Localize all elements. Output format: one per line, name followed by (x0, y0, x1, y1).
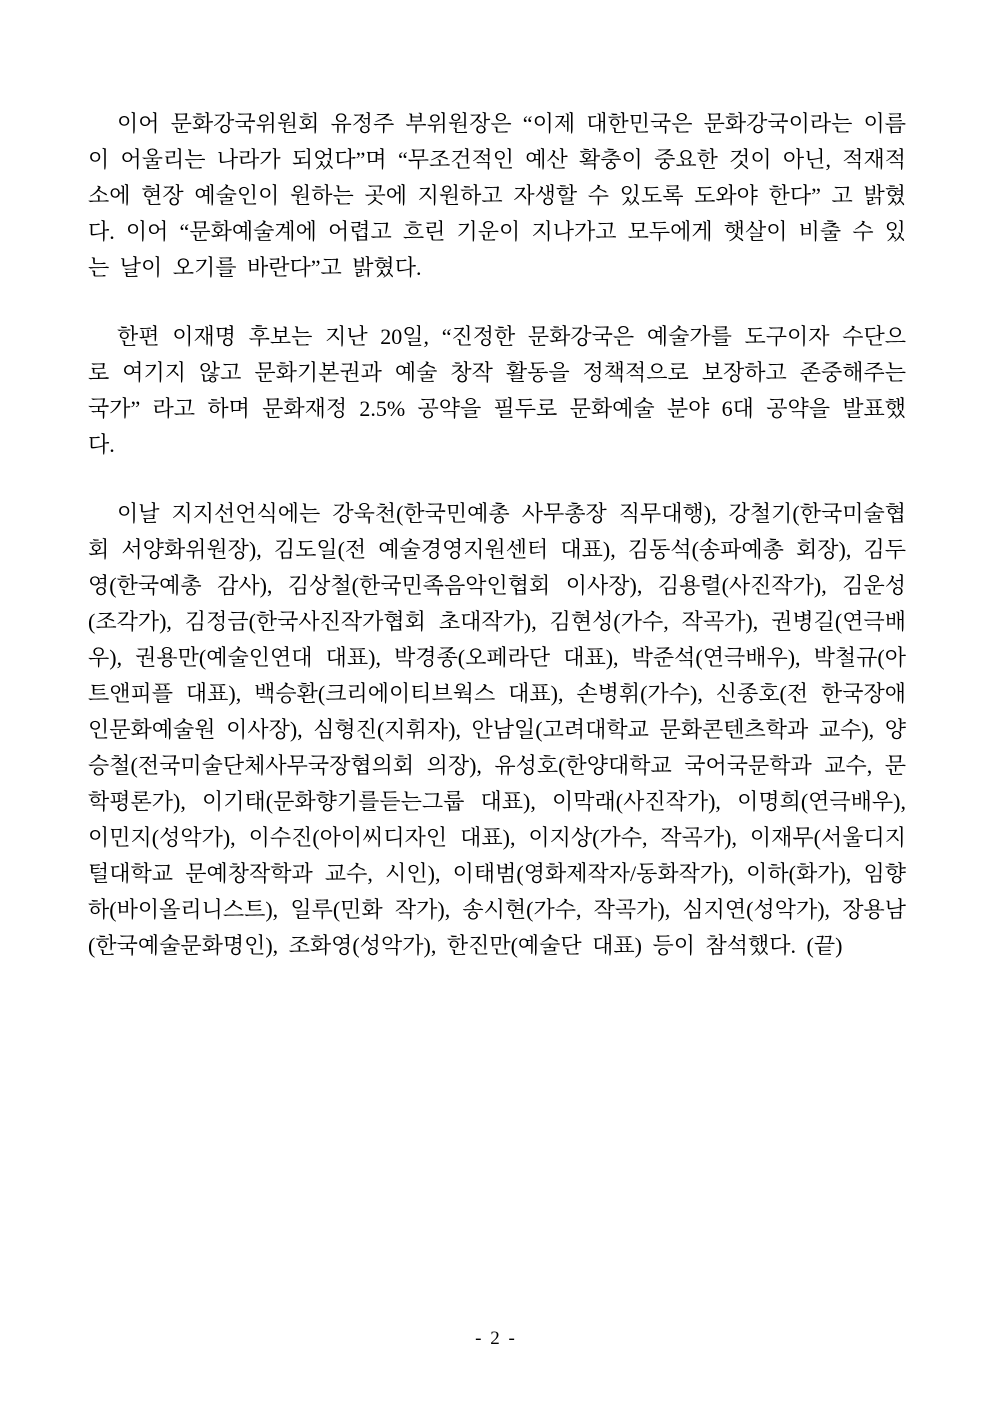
paragraph-attendee-list: 이날 지지선언식에는 강욱천(한국민예총 사무총장 직무대행), 강철기(한국미술협회 서양화위원장), 김도일(전 예술경영지원센터 대표), 김동석(송파예총 회장), 김두영(한국예총 감사), 김상철(한국민족음악인협회 이사장), 김용렬(사진작가), 김운성(조각가), 김정금(한국사진작가협회 초대작가), 김현성(가수, 작곡가), 권병길(연극배우), 권용만(예술인연대 대표), 박경종(오페라단 대표), 박준석(연극배우), 박철규(아트앤피플 대표), 백승환(크리에이티브웍스 대표), 손병휘(가수), 신종호(전 한국장애인문화예술원 이사장), 심형진(지휘자), 안남일(고려대학교 문화콘텐츠학과 교수), 양승철(전국미술단체사무국장협의회 의장), 유성호(한양대학교 국어국문학과 교수, 문학평론가), 이기태(문화향기를듣는그룹 대표), 이막래(사진작가), 이명희(연극배우), 이민지(성악가), 이수진(아이씨디자인 대표), 이지상(가수, 작곡가), 이재무(서울디지털대학교 문예창작학과 교수, 시인), 이태범(영화제작자/동화작가), 이하(화가), 임향하(바이올리니스트), 일루(민화 작가), 송시현(가수, 작곡가), 심지연(성악가), 장용남(한국예술문화명인), 조화영(성악가), 한진만(예술단 대표) 등이 참석했다. (끝) (88, 501, 906, 958)
paragraph-vice-chair-statement: 이어 문화강국위원회 유정주 부위원장은 “이제 대한민국은 문화강국이라는 이름이 어울리는 나라가 되었다”며 “무조건적인 예산 확충이 중요한 것이 아닌, 적재적소에 현장 예술인이 원하는 곳에 지원하고 자생할 수 있도록 도와야 한다” 고 밝혔다. 이어 “문화예술계에 어렵고 흐린 기운이 지나가고 모두에게 햇살이 비출 수 있는 날이 오기를 바란다”고 밝혔다. (88, 111, 906, 280)
document-body (88, 106, 906, 997)
paragraph-candidate-pledge: 한편 이재명 후보는 지난 20일, “진정한 문화강국은 예술가를 도구이자 수단으로 여기지 않고 문화기본권과 예술 창작 활동을 정책적으로 보장하고 존중해주는 국가” 라고 하며 문화재정 2.5% 공약을 필두로 문화예술 분야 6대 공약을 발표했다. (88, 324, 906, 457)
page-number: - 2 - (475, 1328, 517, 1349)
